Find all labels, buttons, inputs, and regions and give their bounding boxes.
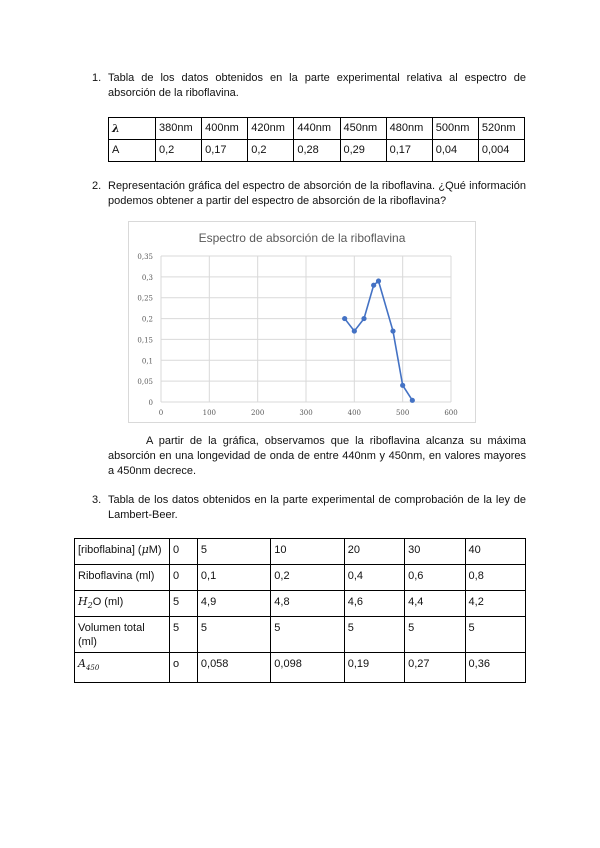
table-cell: 4,6 xyxy=(344,591,404,617)
data-point xyxy=(342,316,347,321)
table-cell: 4,4 xyxy=(405,591,465,617)
y-tick-label: 0,15 xyxy=(137,336,153,345)
series-points xyxy=(342,278,415,403)
table-cell: 0,2 xyxy=(271,565,344,591)
wavelength-cell: 420nm xyxy=(248,118,294,140)
wavelength-cell: 480nm xyxy=(386,118,432,140)
wavelength-cell: 380nm xyxy=(156,118,202,140)
water-volume-label xyxy=(75,591,170,617)
x-tick-label: 0 xyxy=(158,409,164,417)
table-row xyxy=(75,617,526,653)
table-cell: 5 xyxy=(465,617,525,653)
absorbance-header: A xyxy=(109,140,156,162)
section-2-number: 2. xyxy=(92,180,102,192)
chart-gridlines xyxy=(161,256,451,402)
data-point xyxy=(361,316,366,321)
y-tick-label: 0,3 xyxy=(141,273,153,282)
table-cell: 30 xyxy=(405,539,465,565)
spectrum-chart xyxy=(128,221,476,423)
absorbance-cell: 0,29 xyxy=(340,140,386,162)
concentration-label-pre: [riboflabina] ( xyxy=(78,544,142,556)
section-1-text: Tabla de los datos obtenidos en la parte experimental relativa al espectro de absorción de la riboflavina. xyxy=(108,72,526,99)
wavelength-cell: 500nm xyxy=(432,118,478,140)
table-cell: 0,27 xyxy=(405,653,465,683)
absorbance-cell: 0,2 xyxy=(248,140,294,162)
table-cell: 0,19 xyxy=(344,653,404,683)
table-cell: 4,9 xyxy=(197,591,270,617)
table-cell: 5 xyxy=(344,617,404,653)
analysis-paragraph: A partir de la gráfica, observamos que la riboflavina alcanza su máxima absorción en una longevidad de onda de entre 440nm y 450nm, en valores mayores a 450nm decrece. xyxy=(108,435,526,477)
data-point xyxy=(352,328,357,333)
table-cell: 5 xyxy=(170,617,198,653)
absorption-spectrum-table xyxy=(108,117,525,162)
section-3-number: 3. xyxy=(92,494,102,506)
section-1-number: 1. xyxy=(92,72,102,84)
table-cell: 20 xyxy=(344,539,404,565)
table-cell: 5 xyxy=(197,617,270,653)
section-3 xyxy=(92,493,526,523)
x-tick-label: 100 xyxy=(202,409,217,417)
y-tick-label: 0,25 xyxy=(137,294,153,303)
concentration-label xyxy=(75,539,170,565)
absorbance-cell: 0,28 xyxy=(294,140,340,162)
table-cell: 0,1 xyxy=(197,565,270,591)
y-tick-label: 0 xyxy=(148,399,153,407)
absorbance-cell: 0,17 xyxy=(202,140,248,162)
table-row xyxy=(75,591,526,617)
wavelength-cell: 400nm xyxy=(202,118,248,140)
riboflavin-volume-label: Riboflavina (ml) xyxy=(75,565,170,591)
section-3-text: Tabla de los datos obtenidos en la parte experimental de comprobación de la ley de Lambert-Beer. xyxy=(108,494,526,521)
water-label-post: O (ml) xyxy=(92,596,124,608)
table-cell: o xyxy=(170,653,198,683)
x-tick-label: 600 xyxy=(444,409,458,417)
x-tick-label: 200 xyxy=(250,409,265,417)
lambda-header: λ xyxy=(109,118,156,140)
water-label-h: H xyxy=(78,595,88,608)
absorbance-cell: 0,004 xyxy=(478,140,524,162)
wavelength-cell: 440nm xyxy=(294,118,340,140)
y-tick-label: 0,1 xyxy=(141,357,153,366)
x-tick-label: 500 xyxy=(395,409,410,417)
absorbance-row xyxy=(109,140,525,162)
table-cell: 0,6 xyxy=(405,565,465,591)
table-cell: 0,4 xyxy=(344,565,404,591)
x-tick-label: 300 xyxy=(299,409,313,417)
y-tick-label: 0,2 xyxy=(141,315,153,324)
absorbance-cell: 0,2 xyxy=(156,140,202,162)
lambert-beer-table xyxy=(74,538,526,683)
table-cell: 0,36 xyxy=(465,653,525,683)
table-row xyxy=(75,565,526,591)
section-2 xyxy=(92,179,526,209)
absorbance-cell: 0,04 xyxy=(432,140,478,162)
wavelength-row xyxy=(109,118,525,140)
table-cell: 5 xyxy=(170,591,198,617)
table-cell: 4,2 xyxy=(465,591,525,617)
absorbance-label-a: A xyxy=(78,657,86,670)
table-cell: 0,058 xyxy=(197,653,270,683)
table-row xyxy=(75,653,526,683)
section-2-text: Representación gráfica del espectro de absorción de la riboflavina. ¿Qué información podemos obtener a partir del espectro de absorción de la riboflavina? xyxy=(108,180,526,207)
table-row xyxy=(75,539,526,565)
table-cell: 40 xyxy=(465,539,525,565)
absorbance-cell: 0,17 xyxy=(386,140,432,162)
wavelength-cell: 520nm xyxy=(478,118,524,140)
data-point xyxy=(410,398,415,403)
total-volume-label: Volumen total (ml) xyxy=(75,617,170,653)
data-point xyxy=(376,278,381,283)
table-cell: 5 xyxy=(405,617,465,653)
data-point xyxy=(400,383,405,388)
water-label-sub: 2 xyxy=(87,601,93,611)
data-point xyxy=(390,328,395,333)
concentration-label-post: M) xyxy=(148,544,162,556)
y-axis-ticks xyxy=(137,253,153,407)
y-tick-label: 0,35 xyxy=(137,253,153,261)
y-tick-label: 0,05 xyxy=(137,378,153,387)
table-cell: 0,098 xyxy=(271,653,344,683)
absorbance-label-sub: 450 xyxy=(85,664,100,673)
spectrum-chart-svg xyxy=(129,222,475,422)
concentration-label-mu: μ xyxy=(141,543,149,556)
x-tick-label: 400 xyxy=(347,409,362,417)
table-cell: 0 xyxy=(170,539,198,565)
table-cell: 0 xyxy=(170,565,198,591)
table-cell: 5 xyxy=(197,539,270,565)
table-cell: 4,8 xyxy=(271,591,344,617)
table-cell: 0,8 xyxy=(465,565,525,591)
table-cell: 10 xyxy=(271,539,344,565)
section-1 xyxy=(92,71,526,101)
x-axis-ticks xyxy=(159,409,458,417)
data-point xyxy=(371,283,376,288)
wavelength-cell: 450nm xyxy=(340,118,386,140)
absorbance-450-label xyxy=(75,653,170,683)
chart-title: Espectro de absorción de la riboflavina xyxy=(198,231,406,245)
table-cell: 5 xyxy=(271,617,344,653)
